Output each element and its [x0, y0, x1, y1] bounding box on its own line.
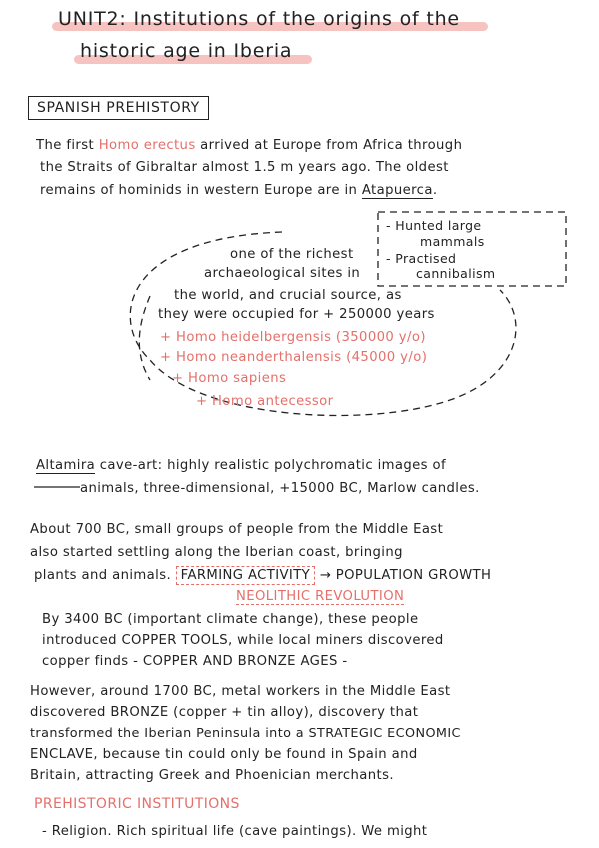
dashed-box-line-4: cannibalism	[416, 266, 496, 281]
altamira-term: Altamira	[36, 458, 96, 473]
species-sapiens: + Homo sapiens	[172, 371, 287, 386]
copper-line-3: copper finds - COPPER AND BRONZE AGES -	[42, 654, 348, 669]
ellipse-line-3: the world, and crucial source, as	[174, 288, 402, 303]
altamira-line-2	[80, 481, 480, 496]
intro-text: arrived at Europe from Africa through	[195, 138, 463, 153]
species-antecessor: + Homo antecessor	[196, 394, 334, 409]
dashed-box-line-2: mammals	[420, 234, 485, 249]
bronze-line-3: transformed the Iberian Peninsula into a STRATEGIC ECONOMIC	[30, 726, 461, 741]
farming-text: plants and animals.	[34, 568, 172, 583]
ellipse-line-4: they were occupied for + 250000 years	[158, 307, 435, 322]
bronze-line-1: However, around 1700 BC, metal workers in the Middle East	[30, 684, 451, 699]
section-heading-box: SPANISH PREHISTORY	[28, 96, 209, 120]
bronze-line-2: discovered BRONZE (copper + tin alloy), discovery that	[30, 705, 419, 720]
ellipse-line-1: one of the richest	[230, 247, 354, 262]
intro-text: The first	[36, 138, 99, 153]
farming-line-1: About 700 BC, small groups of people from the Middle East	[30, 522, 444, 537]
intro-text: .	[432, 183, 438, 198]
altamira-text: cave-art: highly realistic polychromatic images of	[95, 458, 447, 473]
intro-text: remains of hominids in western Europe are in	[40, 183, 362, 198]
altamira-line-1	[36, 458, 446, 473]
altamira-text: animals	[80, 481, 135, 496]
neolithic-revolution: NEOLITHIC REVOLUTION	[236, 589, 405, 604]
bronze-line-5: Britain, attracting Greek and Phoenician merchants.	[30, 768, 394, 783]
institutions-line-1: - Religion. Rich spiritual life (cave paintings). We might	[42, 824, 428, 839]
altamira-text: , three-dimensional, +15000 BC, Marlow candles.	[134, 481, 480, 496]
population-growth-text: → POPULATION GROWTH	[319, 568, 492, 583]
bronze-line-4: ENCLAVE, because tin could only be found in Spain and	[30, 747, 418, 762]
species-neanderthalensis: + Homo neanderthalensis (45000 y/o)	[160, 350, 428, 365]
dashed-box-line-3: - Practised	[386, 251, 457, 266]
atapuerca-term: Atapuerca	[361, 183, 433, 198]
prehistoric-institutions-heading: PREHISTORIC INSTITUTIONS	[34, 796, 240, 812]
dashed-box-line-1: - Hunted large	[386, 218, 482, 233]
farming-line-2: also started settling along the Iberian coast, bringing	[30, 545, 403, 560]
farming-line-3	[34, 568, 491, 583]
page-title-line-2: historic age in Iberia	[80, 40, 293, 62]
ellipse-line-2: archaeological sites in	[204, 266, 361, 281]
intro-line-2: the Straits of Gibraltar almost 1.5 m years ago. The oldest	[40, 160, 449, 175]
copper-line-1: By 3400 BC (important climate change), these people	[42, 612, 419, 627]
farming-activity-box: FARMING ACTIVITY	[176, 566, 315, 585]
page-title-line-1: UNIT2: Institutions of the origins of the	[58, 8, 460, 30]
homo-erectus-term: Homo erectus	[98, 138, 196, 153]
copper-line-2: introduced COPPER TOOLS, while local miners discovered	[42, 633, 444, 648]
species-heidelbergensis: + Homo heidelbergensis (350000 y/o)	[160, 330, 426, 345]
